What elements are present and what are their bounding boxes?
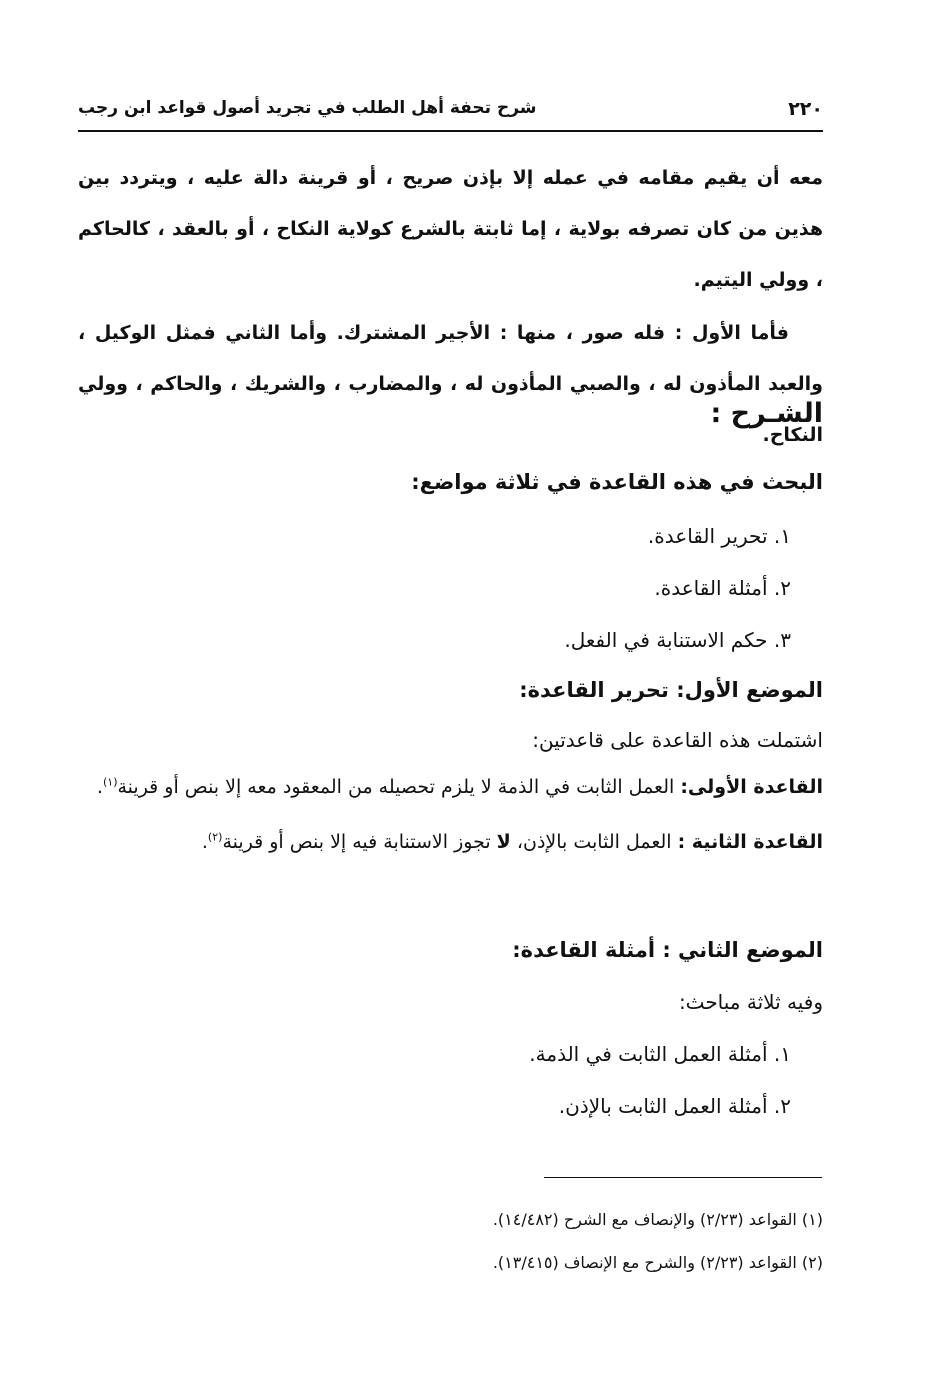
list-item: ٢. أمثلة القاعدة. (654, 576, 791, 600)
rule-two: القاعدة الثانية : العمل الثابت بالإذن، لا تجوز الاستنابة فيه إلا بنص أو قرينة$^{(٢)}$. (201, 830, 823, 853)
rule-label: القاعدة الأولى: (680, 776, 823, 798)
page-number: ٢٢٠ (788, 98, 823, 120)
sharh-intro: البحث في هذه القاعدة في ثلاثة مواضع: (411, 470, 823, 494)
section-heading: الموضع الثاني : أمثلة القاعدة: (512, 938, 823, 962)
section-two (78, 930, 823, 1132)
rule-text: تجوز الاستنابة فيه إلا بنص أو قرينة (222, 831, 497, 853)
rule-text: العمل الثابت في الذمة لا يلزم تحصيله من المعقود معه إلا بنص أو قرينة (117, 776, 681, 798)
section-one (78, 670, 823, 868)
footnote: (١) القواعد (٢/٢٣) والإنصاف مع الشرح (١٤/٤٨٢). (492, 1210, 823, 1229)
section-intro: وفيه ثلاثة مباحث: (678, 990, 823, 1014)
sharh-intro-block (78, 462, 823, 502)
rule-text: العمل الثابت بالإذن، (510, 831, 678, 853)
section-heading: الموضع الأول: تحرير القاعدة: (519, 678, 823, 702)
section-intro: اشتملت هذه القاعدة على قاعدتين: (532, 728, 823, 752)
footnote-ref: (٢) (207, 830, 223, 844)
running-title: شرح تحفة أهل الطلب في تجريد أصول قواعد ابن رجب (78, 98, 537, 118)
running-header (78, 92, 823, 126)
footnotes (78, 1200, 823, 1283)
topics-list (78, 510, 823, 666)
footnote-ref: (١) (102, 775, 118, 789)
sharh-section (78, 394, 823, 434)
sharh-heading: الشـرح : (710, 398, 823, 429)
header-rule (78, 130, 823, 132)
list-item: ٣. حكم الاستنابة في الفعل. (564, 628, 791, 652)
list-item: ١. تحرير القاعدة. (647, 524, 791, 548)
footnote: (٢) القواعد (٢/٢٣) والشرح مع الإنصاف (١٣/٤١٥). (492, 1253, 823, 1272)
footnote-rule (544, 1177, 822, 1178)
matn-paragraph: معه أن يقيم مقامه في عمله إلا بإذن صريح ، أو قرينة دالة عليه ، ويتردد بين هذين من كان تصرفه بولاية ، إما ثابتة بالشرع كولاية النكاح ، أو بالعقد ، كالحاكم ، وولي اليتيم. (78, 167, 823, 291)
list-item: ٢. أمثلة العمل الثابت بالإذن. (558, 1094, 791, 1118)
list-item: ١. أمثلة العمل الثابت في الذمة. (529, 1042, 791, 1066)
rule-label: القاعدة الثانية : (677, 831, 823, 853)
matn-paragraph: فأما الأول : فله صور ، منها : الأجير المشترك. وأما الثاني فمثل الوكيل ، والعبد المأذون له ، والصبي المأذون له ، والمضارب ، والشريك ، والحاكم ، وولي النكاح. (78, 322, 823, 446)
rule-one: القاعدة الأولى: العمل الثابت في الذمة لا يلزم تحصيله من المعقود معه إلا بنص أو قرينة$^{(١)}$. (96, 775, 823, 798)
rule-negation: لا (496, 831, 511, 853)
